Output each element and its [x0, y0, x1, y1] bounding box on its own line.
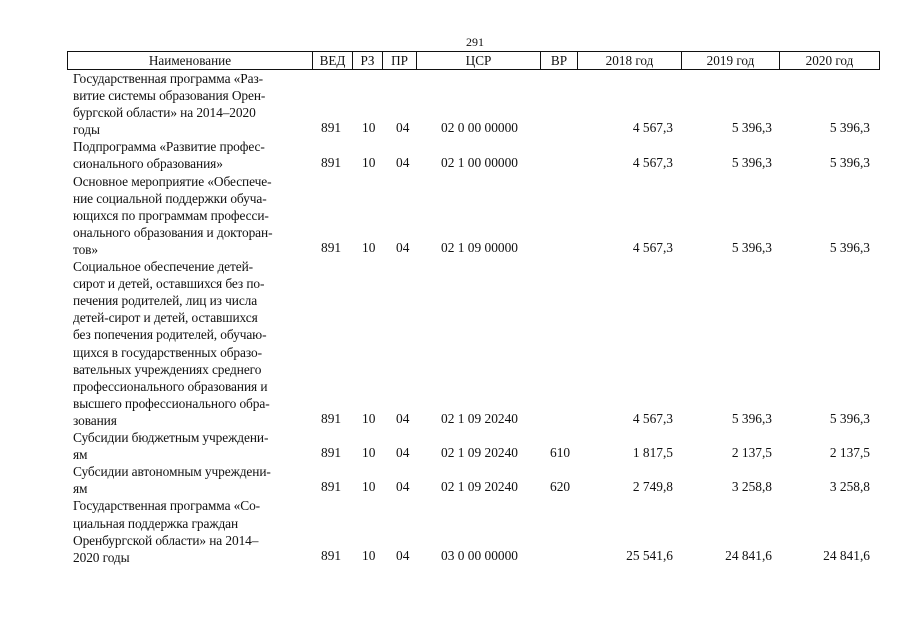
column-header-rz: РЗ — [352, 52, 382, 69]
row-ved: 891 — [321, 445, 342, 461]
column-header-csr: ЦСР — [416, 52, 540, 69]
row-2018: 2 749,8 — [632, 479, 673, 495]
row-2018: 1 817,5 — [632, 445, 673, 461]
table-row — [0, 138, 905, 172]
table-body — [0, 70, 905, 566]
row-2020: 3 258,8 — [829, 479, 870, 495]
row-rz: 10 — [362, 154, 376, 170]
row-pr: 04 — [396, 411, 410, 427]
row-2018: 4 567,3 — [632, 120, 673, 136]
column-header-2020: 2020 год — [779, 52, 879, 69]
row-rz: 10 — [362, 240, 376, 256]
row-2018: 4 567,3 — [632, 240, 673, 256]
row-name: Субсидии автономным учреждени- ям — [73, 464, 271, 497]
row-ved: 891 — [321, 240, 342, 256]
row-csr: 02 1 09 20240 — [441, 445, 518, 461]
row-rz: 10 — [362, 547, 376, 563]
row-ved: 891 — [321, 479, 342, 495]
row-pr: 04 — [396, 240, 410, 256]
table-row — [0, 429, 905, 463]
row-2020: 5 396,3 — [829, 120, 870, 136]
row-name: Социальное обеспечение детей- сирот и детей, оставшихся без по- печения родителей, лиц из числа детей-сирот и детей, оставшихся без попечения родителей, обучаю- щихся в государственных образо- вательных учреждениях среднего профессионального образования и высшего профессионального обра- зования — [73, 259, 270, 428]
row-ved: 891 — [321, 547, 342, 563]
row-pr: 04 — [396, 120, 410, 136]
row-2018: 4 567,3 — [632, 411, 673, 427]
row-csr: 03 0 00 00000 — [441, 547, 518, 563]
row-vr: 610 — [550, 445, 571, 461]
row-name: Государственная программа «Со- циальная поддержка граждан Оренбургской области» на 2014– 2020 годы — [73, 498, 261, 565]
row-pr: 04 — [396, 154, 410, 170]
row-2020: 24 841,6 — [823, 547, 870, 563]
row-2020: 2 137,5 — [829, 445, 870, 461]
row-name: Государственная программа «Раз- витие системы образования Орен- бургской области» на 2014–2020 годы — [73, 71, 266, 138]
page-number: 291 — [466, 35, 484, 49]
row-2019: 5 396,3 — [731, 120, 772, 136]
column-header-2019: 2019 год — [681, 52, 779, 69]
column-header-2018: 2018 год — [577, 52, 681, 69]
column-header-vr: ВР — [540, 52, 577, 69]
row-csr: 02 1 09 20240 — [441, 411, 518, 427]
table-row — [0, 70, 905, 138]
table-row — [0, 258, 905, 429]
row-pr: 04 — [396, 547, 410, 563]
row-csr: 02 0 00 00000 — [441, 120, 518, 136]
table-row — [0, 463, 905, 497]
row-vr: 620 — [550, 479, 571, 495]
row-csr: 02 1 00 00000 — [441, 154, 518, 170]
row-2018: 4 567,3 — [632, 154, 673, 170]
row-2020: 5 396,3 — [829, 154, 870, 170]
row-pr: 04 — [396, 445, 410, 461]
row-name: Субсидии бюджетным учреждени- ям — [73, 430, 269, 463]
row-rz: 10 — [362, 479, 376, 495]
row-2019: 5 396,3 — [731, 154, 772, 170]
row-2018: 25 541,6 — [626, 547, 673, 563]
row-2019: 2 137,5 — [731, 445, 772, 461]
row-csr: 02 1 09 20240 — [441, 479, 518, 495]
row-name: Подпрограмма «Развитие профес- сионального образования» — [73, 139, 265, 172]
row-rz: 10 — [362, 120, 376, 136]
row-ved: 891 — [321, 154, 342, 170]
row-2020: 5 396,3 — [829, 240, 870, 256]
row-2019: 24 841,6 — [725, 547, 772, 563]
row-2019: 5 396,3 — [731, 411, 772, 427]
column-header-ved: ВЕД — [312, 52, 352, 69]
column-header-pr: ПР — [382, 52, 416, 69]
row-2019: 5 396,3 — [731, 240, 772, 256]
row-pr: 04 — [396, 479, 410, 495]
row-rz: 10 — [362, 411, 376, 427]
table-row — [0, 497, 905, 565]
row-ved: 891 — [321, 120, 342, 136]
row-rz: 10 — [362, 445, 376, 461]
row-name: Основное мероприятие «Обеспече- ние социальной поддержки обуча- ющихся по программам професси- онального образования и докторан- тов» — [73, 173, 273, 257]
table-header — [67, 51, 880, 70]
row-2019: 3 258,8 — [731, 479, 772, 495]
column-header-name: Наименование — [148, 53, 232, 68]
row-csr: 02 1 09 00000 — [441, 240, 518, 256]
table-row — [0, 173, 905, 259]
row-2020: 5 396,3 — [829, 411, 870, 427]
row-ved: 891 — [321, 411, 342, 427]
